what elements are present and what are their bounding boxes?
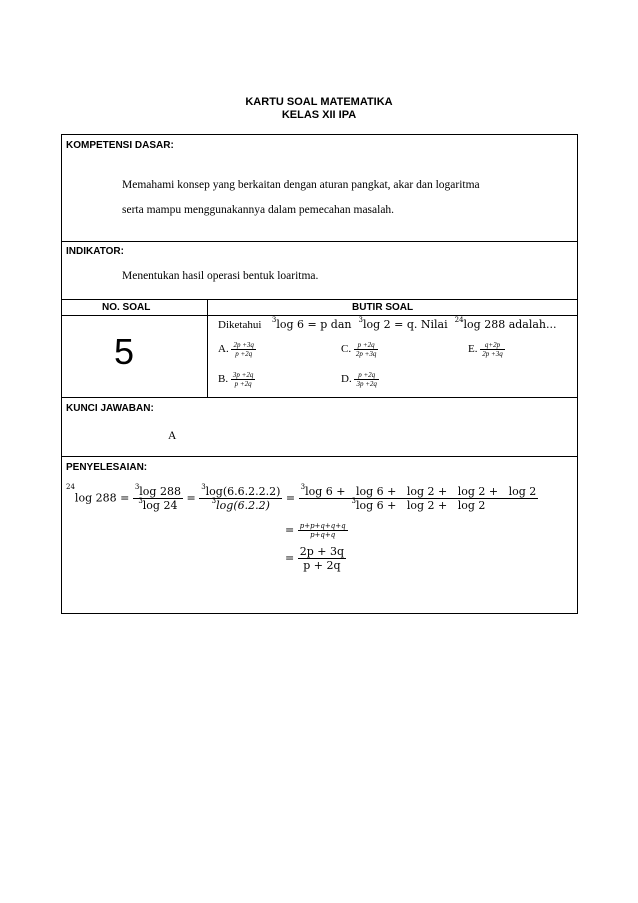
card-subtitle: KELAS XII IPA bbox=[281, 109, 357, 121]
indikator-divider bbox=[62, 241, 577, 242]
solution-line3 bbox=[285, 545, 346, 572]
option-e-letter: E. bbox=[468, 343, 478, 356]
sol-lhs: log 288 = bbox=[74, 491, 130, 505]
kompetensi-label: KOMPETENSI DASAR: bbox=[66, 140, 174, 151]
option-e bbox=[468, 341, 505, 358]
solution-line2 bbox=[285, 522, 348, 539]
sol-f3-num: log 6 + log 6 + log 2 + log 2 + log 2 bbox=[305, 485, 537, 498]
sol-eq2: = bbox=[285, 491, 296, 505]
penyelesaian-label: PENYELESAIAN: bbox=[66, 462, 148, 473]
option-d-den: 3p +2q bbox=[356, 380, 377, 388]
sol-f1-num: log 288 bbox=[139, 485, 181, 498]
base-24: 24 bbox=[454, 316, 464, 324]
soal-body-divider bbox=[62, 315, 577, 316]
option-a-den: p +2q bbox=[235, 350, 253, 358]
sol-eq1: = bbox=[186, 491, 196, 505]
question-card bbox=[61, 134, 578, 614]
question-part1: log 6 = p dan bbox=[276, 318, 352, 331]
card-title: KARTU SOAL MATEMATIKA bbox=[245, 96, 393, 108]
sol-f5-num: 2p + 3q bbox=[299, 545, 345, 558]
sol-eq3: = bbox=[285, 523, 295, 537]
sol-f1-den: log 24 bbox=[142, 499, 178, 512]
kunci-label: KUNCI JAWABAN: bbox=[66, 403, 154, 414]
option-e-den: 2p +3q bbox=[482, 350, 503, 358]
sol-f4-num: p+p+q+q+q bbox=[299, 522, 346, 530]
sol-f3-den: log 6 + log 2 + log 2 bbox=[355, 499, 486, 512]
option-b-num: 3p +2q bbox=[232, 371, 254, 379]
sol-f2-num: log(6.6.2.2.2) bbox=[205, 485, 281, 498]
option-d-num: p +2q bbox=[354, 371, 378, 380]
sol-base24: 24 bbox=[66, 483, 75, 491]
indikator-text: Menentukan hasil operasi bentuk loaritma. bbox=[122, 270, 319, 282]
kunci-divider bbox=[62, 397, 577, 398]
option-b-letter: B. bbox=[218, 373, 229, 386]
option-b-den: p +2q bbox=[234, 380, 252, 388]
option-a-num: 2p +3q bbox=[233, 341, 254, 349]
option-c bbox=[341, 341, 378, 358]
base-3a: 3 bbox=[271, 316, 277, 324]
option-a bbox=[218, 341, 256, 358]
sol-eq4: = bbox=[285, 551, 295, 565]
base-3b: 3 bbox=[358, 316, 363, 324]
option-d bbox=[341, 371, 379, 388]
option-e-num: q+2p bbox=[480, 341, 504, 350]
soal-header-divider bbox=[62, 299, 577, 300]
indikator-label: INDIKATOR: bbox=[66, 246, 124, 257]
solution-line1 bbox=[66, 485, 538, 512]
question-prefix: Diketahui bbox=[218, 319, 262, 331]
option-d-letter: D. bbox=[341, 373, 352, 386]
soal-column-divider bbox=[207, 299, 208, 397]
option-b bbox=[218, 371, 255, 388]
option-c-num: p +2q bbox=[354, 341, 378, 350]
kunci-answer: A bbox=[168, 430, 177, 442]
question-part3: log 288 adalah... bbox=[463, 318, 557, 331]
question-text bbox=[218, 318, 557, 331]
sol-frac2: $\frac{^3\log(6.6.2.2.2)}{^3\log(6.2.2)}$ bbox=[201, 483, 281, 512]
option-c-den: 2p +3q bbox=[355, 350, 377, 358]
option-c-letter: C. bbox=[341, 343, 352, 356]
question-number: 5 bbox=[114, 331, 135, 372]
option-a-letter: A. bbox=[218, 343, 229, 356]
col-no-soal: NO. SOAL bbox=[102, 302, 151, 313]
col-butir-soal: BUTIR SOAL bbox=[352, 302, 414, 313]
kompetensi-line2: serta mampu menggunakannya dalam pemecahan masalah. bbox=[122, 204, 395, 216]
penyelesaian-divider bbox=[62, 456, 577, 457]
sol-frac1: $\frac{^3\log 288}{^3\log 24}$ bbox=[134, 483, 181, 512]
question-part2: log 2 = q. Nilai bbox=[362, 318, 448, 331]
sol-f2-den: log(6.2.2) bbox=[216, 499, 270, 512]
kompetensi-line1: Memahami konsep yang berkaitan dengan aturan pangkat, akar dan logaritma bbox=[122, 179, 480, 191]
sol-frac3: $\frac{^3\log 6 + \log 6 + \log 2 + \log 2 + \log 2}{^3\log 6 + \log 2 + \log 2}$ bbox=[300, 483, 537, 512]
sol-f5-den: p + 2q bbox=[303, 559, 341, 572]
sol-f4-den: p+q+q bbox=[310, 531, 336, 539]
